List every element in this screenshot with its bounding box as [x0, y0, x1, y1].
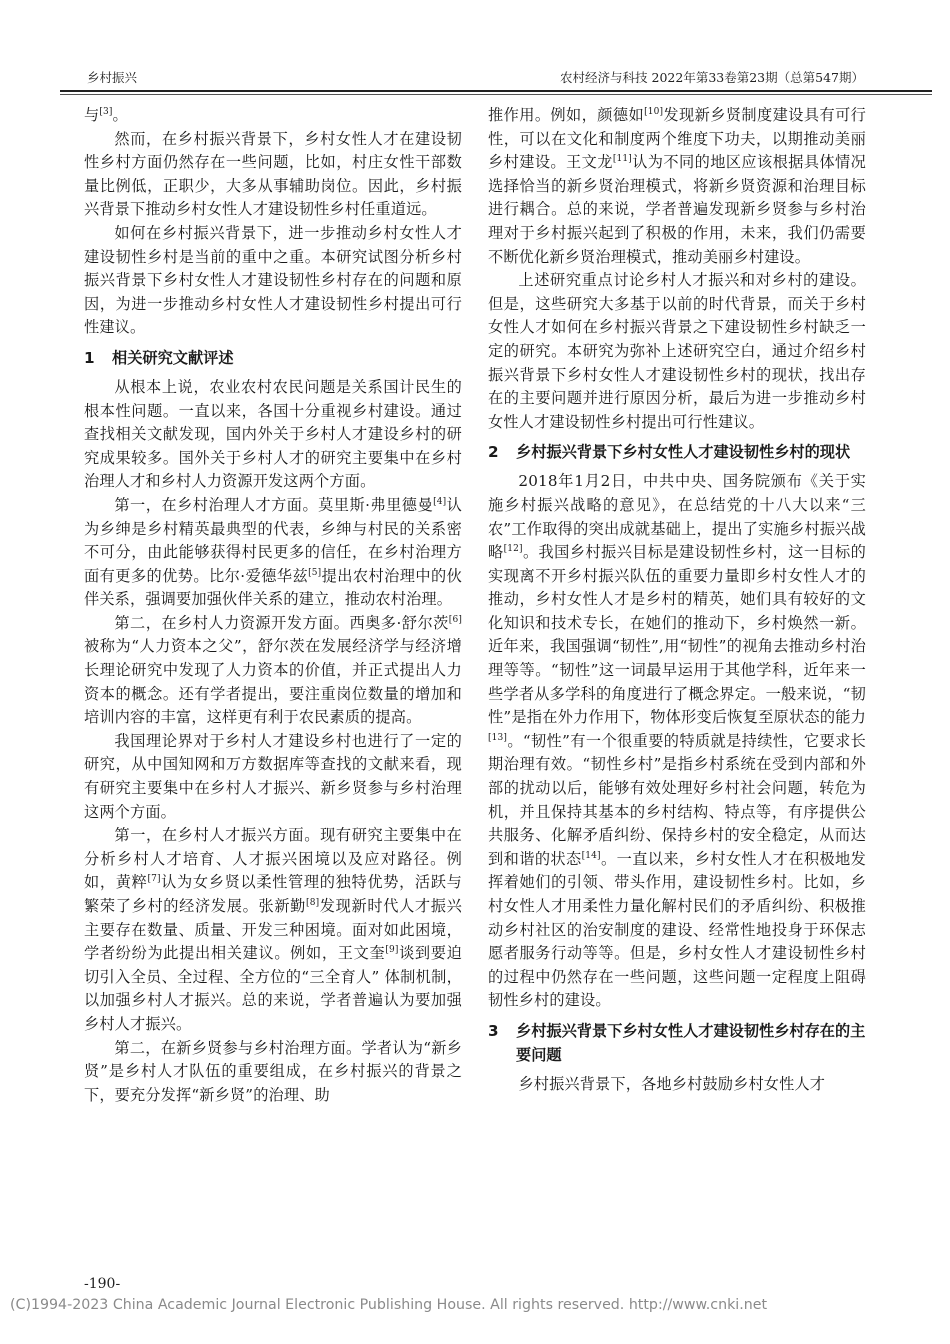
citation-ref: [8]	[306, 898, 320, 908]
text-run: 被称为“人力资本之父”，舒尔茨在发展经济学与经济增长理论研究中发现了人力资本的价值，并正式提出人力资本的概念。还有学者提出，要注重岗位数量的增加和培训内容的丰富，这样更有利于农民素质的提高。	[84, 637, 462, 727]
text-run: 提出农村治理中的伙伴关系，强调要加强伙伴关系的建立，推动农村治理。	[84, 566, 462, 609]
paragraph: 然而，在乡村振兴背景下，乡村女性人才在建设韧性乡村方面仍然存在一些问题，比如，村庄女性干部数量比例低，正职少，大多从事辅助岗位。因此，乡村振兴背景下推动乡村女性人才建设韧性乡村任重道远。	[84, 129, 462, 219]
header-rule-thin	[60, 94, 932, 95]
header-section-title: 乡村振兴	[87, 70, 138, 85]
citation-ref: [7]	[147, 874, 161, 885]
paragraph	[488, 104, 866, 269]
text-run: 。“韧性”有一个很重要的特质就是持续性，它要求长期治理有效。“韧性乡村”是指乡村系统在受到内部和外部的扰动以后，能够有效处理好乡村社会问题，转危为机，并且保持其基本的乡村结构、特点等，有序提供公共服务、化解矛盾纠纷、保持乡村的安全稳定，从而达到和谐的状态	[488, 731, 866, 868]
citation-ref: [5]	[308, 567, 322, 578]
paragraph	[488, 470, 866, 1013]
citation-ref: [6]	[448, 614, 462, 625]
section-number: 1	[84, 348, 95, 367]
running-header	[60, 64, 932, 88]
citation-ref: [11]	[612, 154, 632, 165]
paragraph	[84, 824, 462, 1036]
header-journal-info: 农村经济与科技 2022年第33卷第23期（总第547期）	[560, 70, 864, 85]
section-title: 相关研究文献评述	[112, 348, 234, 367]
section-number: 3	[488, 1021, 499, 1040]
paragraph: 我国理论界对于乡村人才建设乡村也进行了一定的研究，从中国知网和万方数据库等查找的文献来看，现有研究主要集中在乡村人才振兴、新乡贤参与乡村治理这两个方面。	[84, 731, 462, 821]
paragraph: 第二，在新乡贤参与乡村治理方面。学者认为“新乡贤”是乡村人才队伍的重要组成，在乡村振兴的背景之下，要充分发挥“新乡贤”的治理、助	[84, 1038, 462, 1104]
text-run: 推作用。例如，颜德如	[488, 106, 645, 124]
citation-ref: [9]	[385, 945, 399, 956]
text-run: 认为乡绅是乡村精英最典型的代表，乡绅与村民的关系密不可分，由此能够获得村民更多的信任，在乡村治理方面有更多的优势。比尔·爱德华兹	[84, 495, 462, 585]
header-rule-thick	[60, 90, 932, 92]
citation-ref: [4]	[433, 496, 447, 507]
section-heading-3	[488, 1019, 866, 1067]
left-column	[84, 104, 462, 1107]
paragraph: 如何在乡村振兴背景下，进一步推动乡村女性人才建设韧性乡村是当前的重中之重。本研究试图分析乡村振兴背景下乡村女性人才建设韧性乡村存在的问题和原因，为进一步推动乡村女性人才建设韧性乡村提出可行性建议。	[84, 223, 462, 337]
text-run: 第二，在乡村人力资源开发方面。西奥多·舒尔茨	[114, 613, 449, 632]
text-run: 与	[84, 106, 100, 124]
text-run: 发现新时代人才振兴主要存在数量、质量、开发三种困境。面对如此困境，学者纷纷为此提出相关建议。例如，王文奎	[84, 897, 462, 963]
paragraph: 上述研究重点讨论乡村人才振兴和对乡村的建设。但是，这些研究大多基于以前的时代背景，而关于乡村女性人才如何在乡村振兴背景之下建设韧性乡村缺乏一定的研究。本研究为弥补上述研究空白，通过介绍乡村振兴背景下乡村女性人才建设韧性乡村的现状，找出存在的主要问题并进行原因分析，最后为进一步推动乡村女性人才建设韧性乡村提出可行性建议。	[488, 271, 866, 431]
text-run: 第一，在乡村人才振兴方面。现有研究主要集中在分析乡村人才培育、人才振兴困境以及应对路径。例如，黄粹	[84, 826, 462, 892]
text-run: 第一，在乡村治理人才方面。莫里斯·弗里德曼	[114, 495, 434, 514]
citation-ref: [10]	[644, 107, 664, 117]
text-run: 认为不同的地区应该根据具体情况选择恰当的新乡贤治理模式，将新乡贤资源和治理目标进行耦合。总的来说，学者普遍发现新乡贤参与乡村治理对于乡村振兴起到了积极的作用，未来，我们仍需要不断优化新乡贤治理模式，推动美丽乡村建设。	[488, 153, 866, 266]
section-number: 2	[488, 443, 499, 462]
paragraph: 从根本上说，农业农村农民问题是关系国计民生的根本性问题。一直以来，各国十分重视乡村建设。通过查找相关文献发现，国内外关于乡村人才建设乡村的研究成果较多。国外关于乡村人才的研究主要集中在乡村治理人才和乡村人力资源开发这两个方面。	[84, 377, 462, 491]
right-column	[488, 104, 866, 1097]
text-run: 。	[112, 106, 128, 124]
text-run: 。一直以来，乡村女性人才在积极地发挥着她们的引领、带头作用，建设韧性乡村。比如，乡村女性人才用柔性力量化解村民们的矛盾纠纷、积极推动乡村社区的治安制度的建设、经常性地投身于环保志愿者服务行动等等。但是，乡村女性人才建设韧性乡村的过程中仍然存在一些问题，这些问题一定程度上阻碍韧性乡村的建设。	[488, 849, 866, 1010]
text-run: 认为女乡贤以柔性管理的独特优势，活跃与繁荣了乡村的经济发展。张新勤	[84, 873, 462, 915]
citation-ref: [13]	[488, 732, 508, 743]
text-run: 。我国乡村振兴目标是建设韧性乡村，这一目标的实现离不开乡村振兴队伍的重要力量即乡村女性人才的推动，乡村女性人才是乡村的精英，她们具有较好的文化知识和技术专长，在她们的推动下，乡村焕然一新。近年来，我国强调“韧性”,用“韧性”的视角去推动乡村治理等等。“韧性”这一词最早运用于其他学科，近年来一些学者从多学科的角度进行了概念界定。一般来说，“韧性”是指在外力作用下，物体形变后恢复至原状态的能力	[488, 543, 866, 727]
section-heading-1	[84, 346, 462, 370]
section-title: 乡村振兴背景下乡村女性人才建设韧性乡村的现状	[516, 443, 851, 462]
section-title: 乡村振兴背景下乡村女性人才建设韧性乡村存在的主要问题	[516, 1021, 866, 1064]
paragraph	[84, 494, 462, 612]
paragraph	[84, 104, 462, 128]
text-run: 2018年1月2日，中共中央、国务院颁布《关于实施乡村振兴战略的意见》，在总结党的十八大以来“三农”工作取得的突出成就基础上，提出了实施乡村振兴战略	[488, 472, 866, 562]
citation-ref: [3]	[99, 107, 113, 117]
copyright-notice: (C)1994-2023 China Academic Journal Electronic Publishing House. All rights reserved. http://www.cnki.net	[10, 1297, 768, 1313]
text-run: 谈到要迫切引入全员、全过程、全方位的“三全育人” 体制机制，以加强乡村人才振兴。总的来说，学者普遍认为要加强乡村人才振兴。	[84, 944, 462, 1033]
citation-ref: [14]	[581, 850, 601, 861]
paragraph	[84, 612, 462, 730]
section-heading-2	[488, 440, 866, 464]
text-run: 发现新乡贤制度建设具有可行性，可以在文化和制度两个维度下功夫，以期推动美丽乡村建设。王文龙	[488, 106, 867, 172]
paragraph: 乡村振兴背景下，各地乡村鼓励乡村女性人才	[518, 1074, 826, 1093]
citation-ref: [12]	[503, 544, 523, 555]
page-number: -190-	[84, 1276, 121, 1292]
